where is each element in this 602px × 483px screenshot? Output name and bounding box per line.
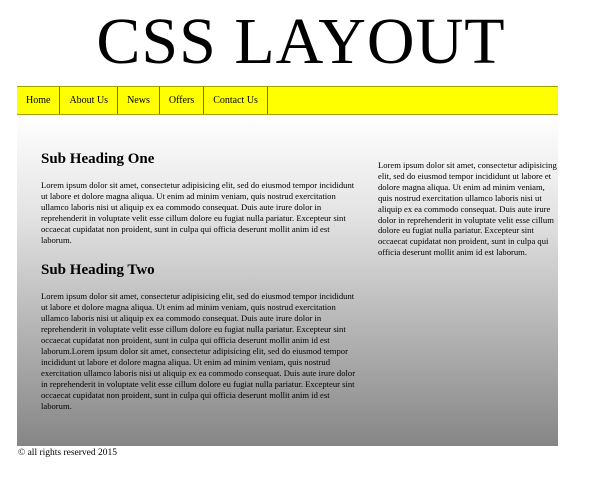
content-area <box>17 116 558 446</box>
section-two-paragraph: Lorem ipsum dolor sit amet, consectetur adipisicing elit, sed do eiusmod tempor incididunt ut labore et dolore magna aliqua. Ut enim ad minim veniam, quis nostrud exercitation ullamco laboris nisi ut aliquip ex ea commodo consequat. Duis aute irure dolor in reprehenderit in voluptate velit esse cillum dolore eu fugiat nulla pariatur. Excepteur sint occaecat cupidatat non proident, sunt in culpa qui officia deserunt mollit anim id est laborum.Lorem ipsum dolor sit amet, consectetur adipisicing elit, sed do eiusmod tempor incididunt ut labore et dolore magna aliqua. Ut enim ad minim veniam, quis nostrud exercitation ullamco laboris nisi ut aliquip ex ea commodo consequat. Duis aute irure dolor in reprehenderit in voluptate velit esse cillum dolore eu fugiat nulla pariatur. Excepteur sint occaecat cupidatat non proident, sunt in culpa qui officia deserunt mollit anim id est laborum. <box>41 291 356 411</box>
site-title: CSS LAYOUT <box>96 5 506 78</box>
footer-copyright: © all rights reserved 2015 <box>18 448 118 458</box>
sidebar-paragraph: Lorem ipsum dolor sit amet, consectetur adipisicing elit, sed do eiusmod tempor incididunt ut labore et dolore magna aliqua. Ut enim ad minim veniam, quis nostrud exercitation ullamco laboris nisi ut aliquip ex ea commodo consequat. Duis aute irure dolor in reprehenderit in voluptate velit esse cillum dolore eu fugiat nulla pariatur. Excepteur sint occaecat cupidatat non proident, sunt in culpa qui officia deserunt mollit anim id est laborum. <box>378 160 557 258</box>
nav-item-home[interactable]: Home <box>17 87 60 114</box>
nav-list <box>17 87 558 114</box>
nav-item-offers[interactable]: Offers <box>160 87 204 114</box>
sidebar-column <box>378 160 557 258</box>
sub-heading-two: Sub Heading Two <box>41 262 155 279</box>
nav-item-contact-us[interactable]: Contact Us <box>204 87 268 114</box>
main-column <box>41 150 356 411</box>
nav-item-news[interactable]: News <box>118 87 160 114</box>
main-navigation <box>17 86 558 115</box>
section-one-paragraph: Lorem ipsum dolor sit amet, consectetur adipisicing elit, sed do eiusmod tempor incididunt ut labore et dolore magna aliqua. Ut enim ad minim veniam, quis nostrud exercitation ullamco laboris nisi ut aliquip ex ea commodo consequat. Duis aute irure dolor in reprehenderit in voluptate velit esse cillum dolore eu fugiat nulla pariatur. Excepteur sint occaecat cupidatat non proident, sunt in culpa qui officia deserunt mollit anim id est laborum. <box>41 180 355 245</box>
nav-item-about-us[interactable]: About Us <box>60 87 118 114</box>
sub-heading-one: Sub Heading One <box>41 151 155 167</box>
